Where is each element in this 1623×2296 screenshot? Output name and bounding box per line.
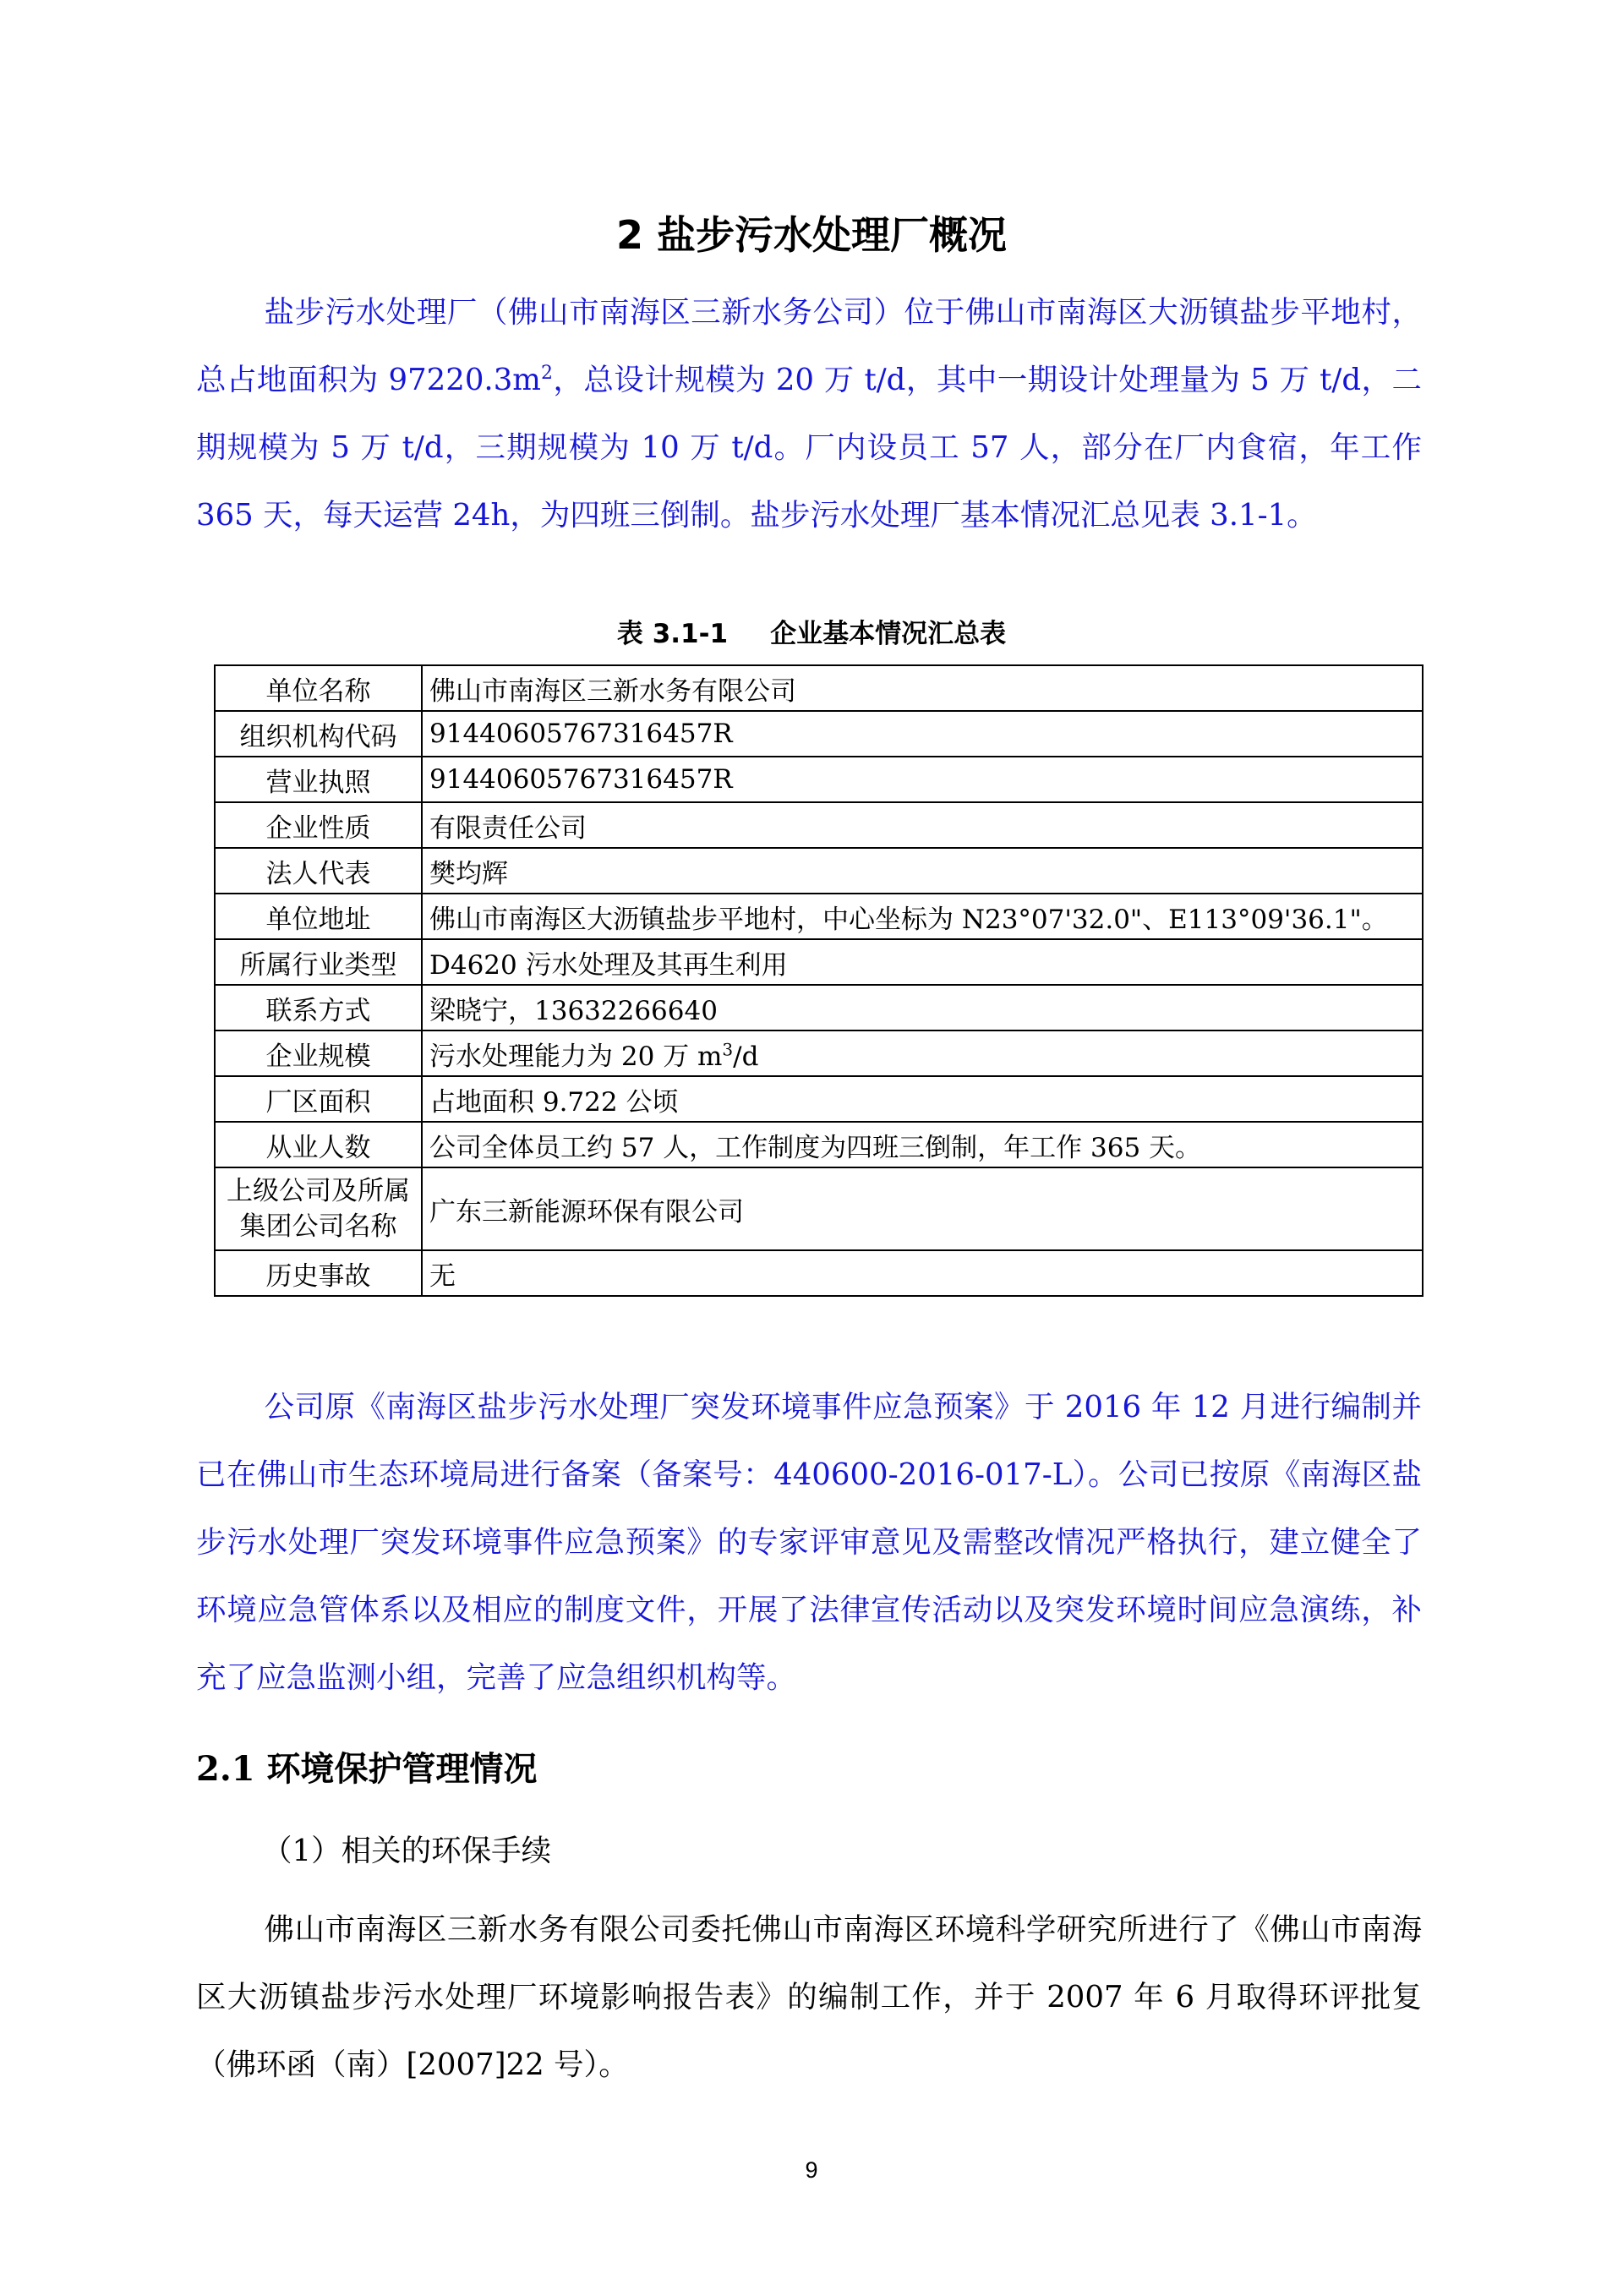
table-row: [215, 985, 1423, 1030]
table-caption-title: 企业基本情况汇总表: [770, 619, 1007, 649]
row-key: 营业执照: [215, 757, 422, 802]
row-value: 污水处理能力为 20 万 $m^3/d$: [422, 1030, 1423, 1076]
table-row: [215, 1250, 1423, 1296]
table-row: [215, 848, 1423, 894]
row-key: 法人代表: [215, 848, 422, 894]
row-key: 企业性质: [215, 802, 422, 848]
row-key: 从业人数: [215, 1122, 422, 1167]
row-key: 所属行业类型: [215, 939, 422, 985]
row-key: 单位地址: [215, 894, 422, 939]
table-row: [215, 1167, 1423, 1250]
table-row: [215, 665, 1423, 711]
table-row: [215, 1076, 1423, 1122]
chapter-title: 2 盐步污水处理厂概况: [615, 212, 1008, 258]
table-row: [215, 939, 1423, 985]
row-value: 樊均辉: [422, 848, 1423, 894]
row-value: 无: [422, 1250, 1423, 1296]
table-row: [215, 802, 1423, 848]
eia-paragraph: 佛山市南海区三新水务有限公司委托佛山市南海区环境科学研究所进行了《佛山市南海区大沥镇盐步污水处理厂环境影响报告表》的编制工作，并于 2007 年 6 月取得环评批复（佛环函（南）[2007]22 号）。: [196, 1912, 1422, 2082]
table-caption-number: 表 3.1-1: [616, 619, 729, 649]
row-value: 公司全体员工约 57 人，工作制度为四班三倒制，年工作 365 天。: [422, 1122, 1423, 1167]
row-key: 单位名称: [215, 665, 422, 711]
emergency-plan-paragraph: 公司原《南海区盐步污水处理厂突发环境事件应急预案》于 2016 年 12 月进行编制并已在佛山市生态环境局进行备案（备案号：440600-2016-017-L）。公司已按原《南海区盐步污水处理厂突发环境事件应急预案》的专家评审意见及需整改情况严格执行，建立健全了环境应急管体系以及相应的制度文件，开展了法律宣传活动以及突发环境时间应急演练，补充了应急监测小组，完善了应急组织机构等。: [196, 1390, 1422, 1695]
row-key: 上级公司及所属 集团公司名称: [215, 1167, 422, 1250]
table-row: [215, 711, 1423, 757]
company-info-table: [214, 664, 1424, 1297]
row-key: 联系方式: [215, 985, 422, 1030]
row-value: 佛山市南海区大沥镇盐步平地村，中心坐标为 N23°07'32.0"、E113°09'36.1"。: [422, 894, 1423, 939]
subsection-heading: （1）相关的环保手续: [262, 1834, 552, 1868]
row-value: 91440605767316457R: [422, 711, 1423, 757]
table-row: [215, 757, 1423, 802]
table-row: [215, 1030, 1423, 1076]
row-key: 历史事故: [215, 1250, 422, 1296]
section-title: 2.1 环境保护管理情况: [196, 1749, 538, 1789]
row-value: 佛山市南海区三新水务有限公司: [422, 665, 1423, 711]
table-row: [215, 894, 1423, 939]
row-value: 91440605767316457R: [422, 757, 1423, 802]
row-value: D4620 污水处理及其再生利用: [422, 939, 1423, 985]
row-key: 厂区面积: [215, 1076, 422, 1122]
table-row: [215, 1122, 1423, 1167]
row-value: 占地面积 9.722 公顷: [422, 1076, 1423, 1122]
row-key: 企业规模: [215, 1030, 422, 1076]
row-value: 广东三新能源环保有限公司: [422, 1167, 1423, 1250]
table-caption: [0, 615, 1623, 653]
intro-paragraph: 盐步污水处理厂（佛山市南海区三新水务公司）位于佛山市南海区大沥镇盐步平地村，总占地面积为 $97220.3m^2$，总设计规模为 20 万 t/d，其中一期设计处理量为 5 万 t/d，二期规模为 5 万 t/d，三期规模为 10 万 t/d。厂内设员工 57 人，部分在厂内食宿，年工作 365 天，每天运营 24h，为四班三倒制。盐步污水处理厂基本情况汇总见表 3.1-1。: [196, 295, 1423, 533]
row-key: 组织机构代码: [215, 711, 422, 757]
page-number: 9: [805, 2157, 818, 2183]
row-value: 梁晓宁，13632266640: [422, 985, 1423, 1030]
row-value: 有限责任公司: [422, 802, 1423, 848]
